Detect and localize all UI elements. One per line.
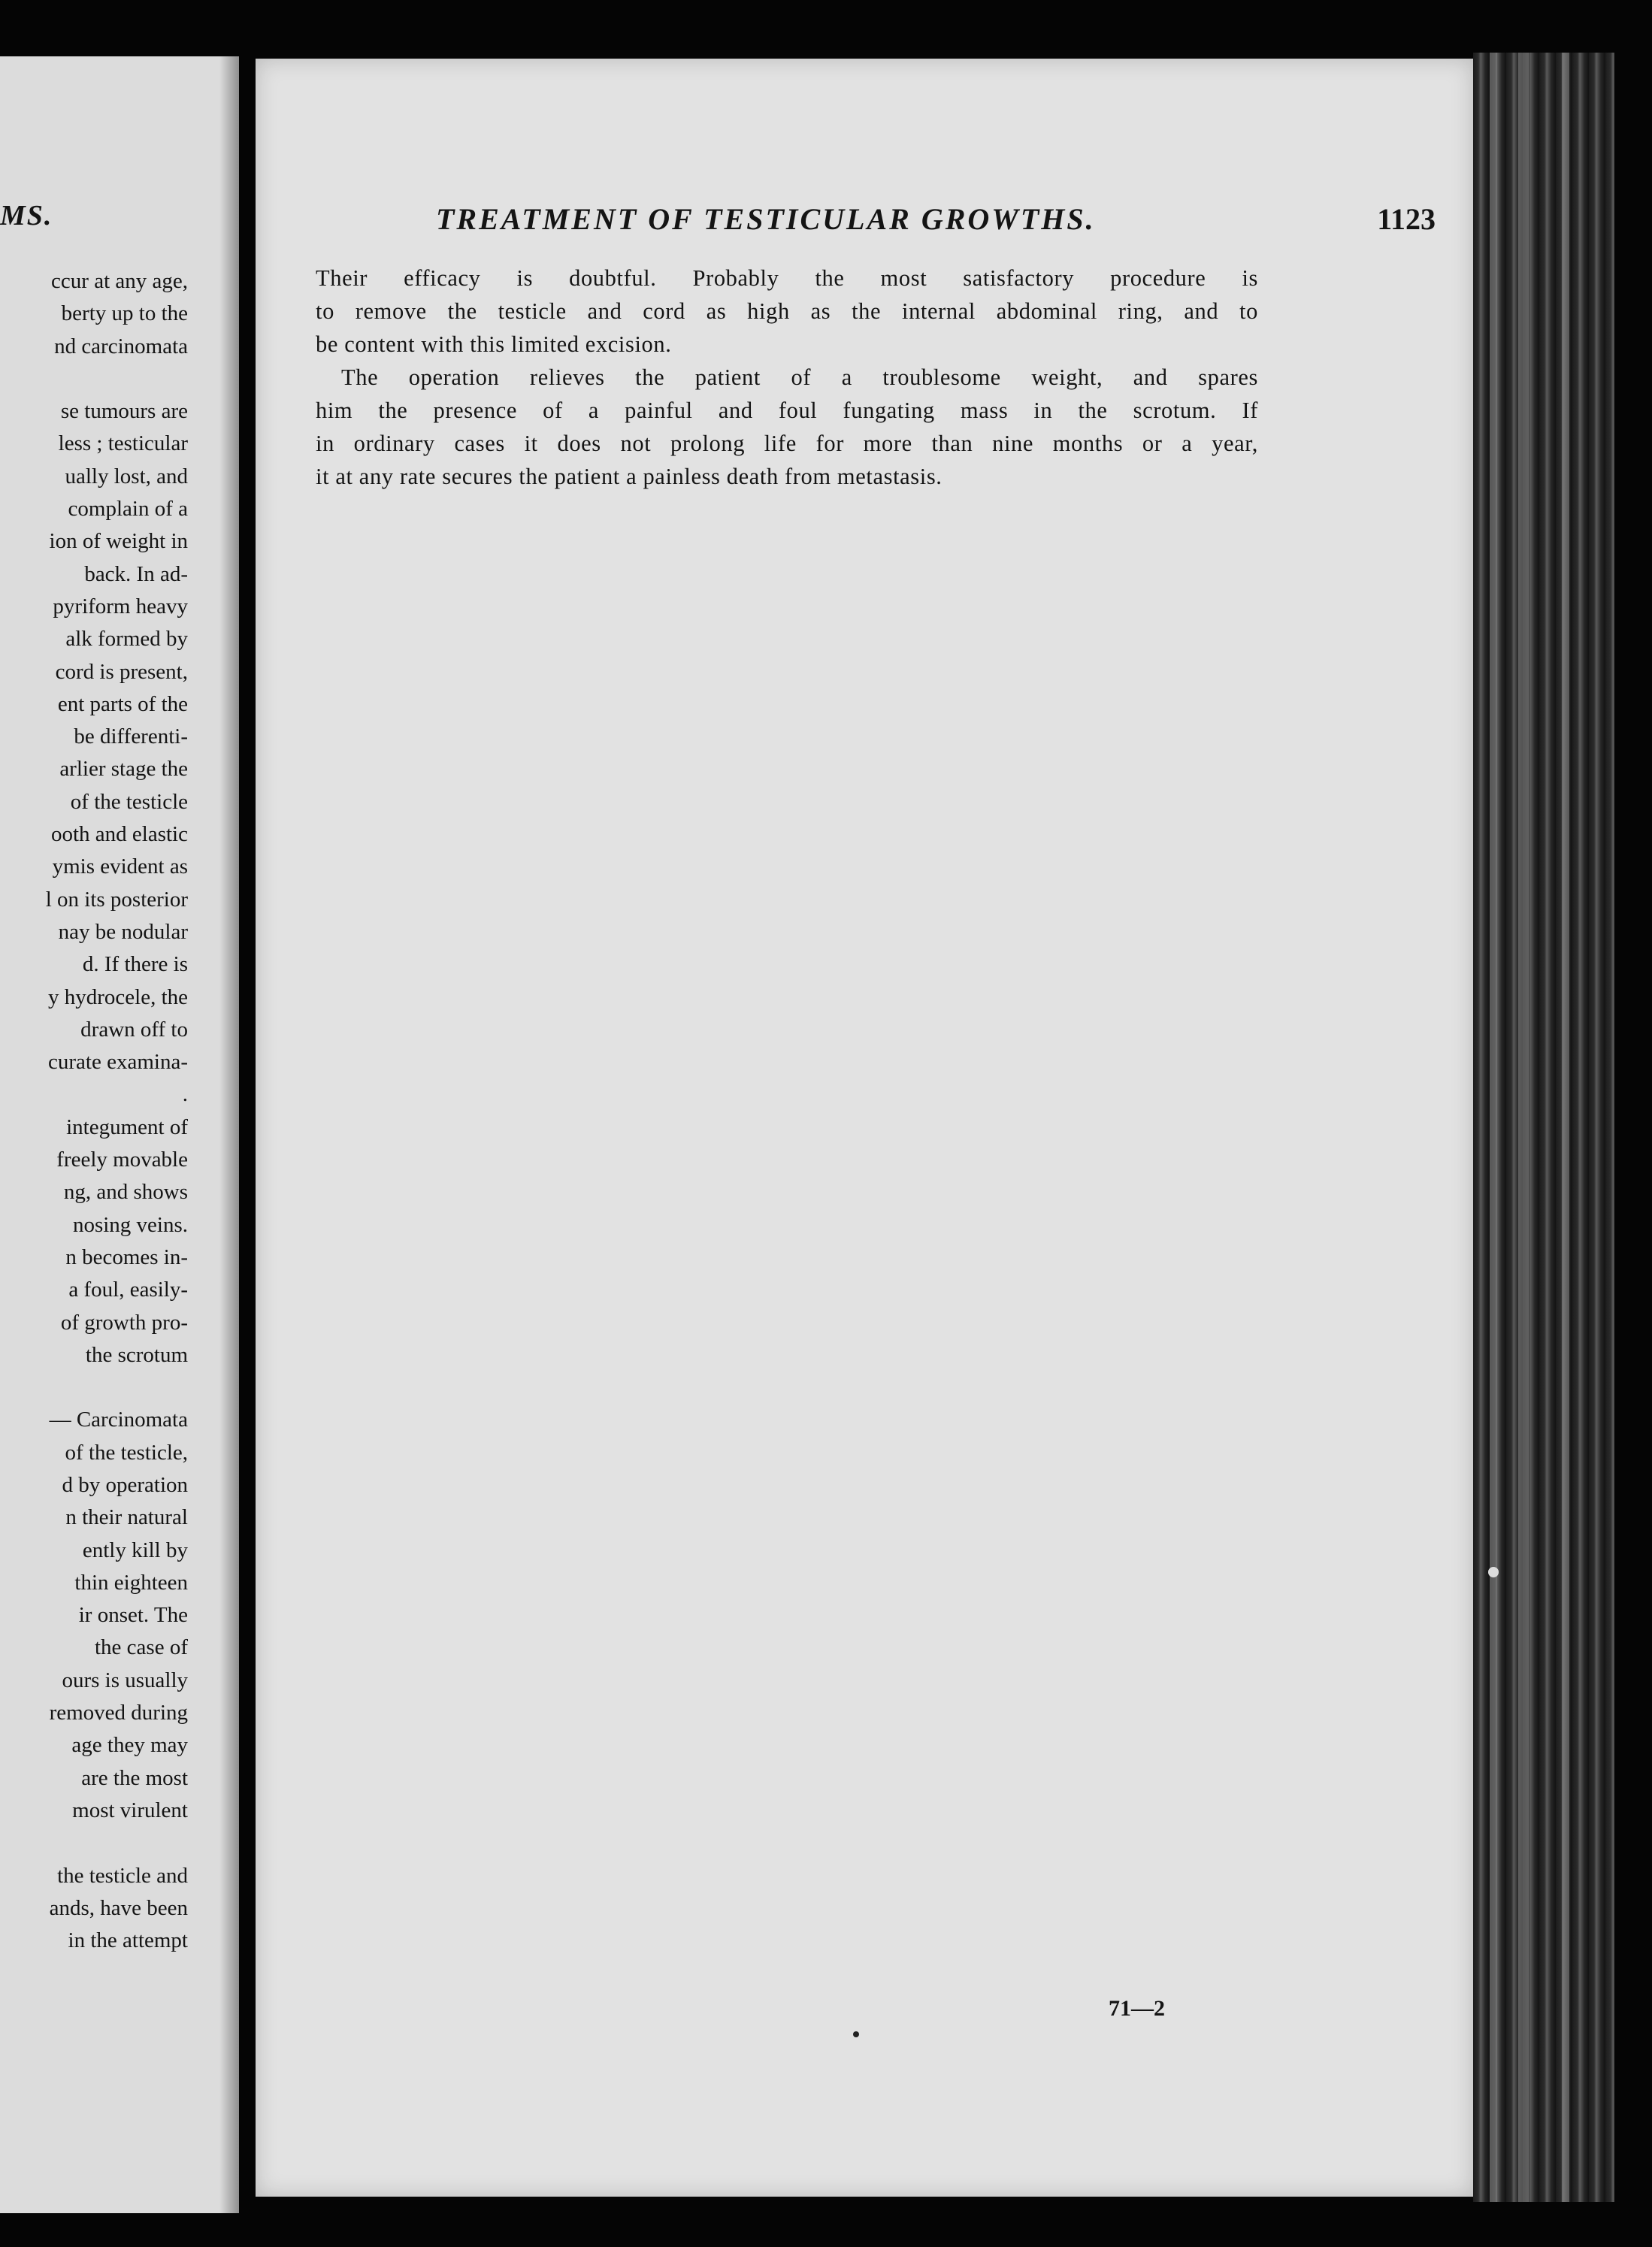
edge-band [1518, 53, 1529, 2202]
left-text-line: age they may [71, 1733, 188, 1758]
left-text-line: ours is usually [62, 1668, 188, 1692]
left-text-line: of growth pro- [60, 1310, 188, 1335]
left-running-head: MS. [0, 200, 53, 231]
text-line: be content with this limited excision. [316, 331, 672, 357]
left-text-line [0, 363, 188, 395]
left-text-line: be differenti- [74, 724, 188, 749]
left-text-line: — Carcinomata [49, 1408, 188, 1432]
left-text-line: ent parts of the [57, 691, 188, 716]
left-text-line: integument of [66, 1114, 188, 1139]
left-text-line: the scrotum [85, 1342, 188, 1367]
left-text-line: ccur at any age, [51, 269, 188, 293]
left-text-line: thin eighteen [74, 1570, 188, 1595]
left-text-line: cord is present, [55, 659, 188, 684]
left-text-line: of the testicle, [65, 1440, 188, 1465]
left-text-line [0, 1371, 188, 1404]
left-text-line: d. If there is [82, 952, 188, 977]
text-line: The operation relieves the patient of a troublesome weight, and spares [341, 364, 1258, 390]
left-text-line: ently kill by [82, 1538, 188, 1562]
left-text-line: d by operation [62, 1472, 188, 1497]
text-line: Their efficacy is doubtful. Probably the most satisfactory procedure is [316, 265, 1258, 291]
left-text-line: ir onset. The [78, 1603, 188, 1628]
left-text-line: complain of a [68, 497, 188, 522]
left-text-line: freely movable [56, 1148, 188, 1172]
left-text-line: nay be nodular [58, 919, 188, 944]
left-text-line: the testicle and [57, 1863, 188, 1888]
book-page-edges [1473, 53, 1614, 2202]
running-head [436, 201, 1436, 246]
page-number: 1123 [1377, 202, 1436, 236]
left-text-line: n becomes in- [65, 1244, 188, 1269]
running-head-title: TREATMENT OF TESTICULAR GROWTHS. [436, 202, 1096, 236]
left-text-line: back. In ad- [84, 561, 188, 586]
left-page [0, 56, 239, 2213]
left-text-line: alk formed by [65, 627, 188, 652]
text-line: him the presence of a painful and foul fungating mass in the scrotum. If [316, 398, 1258, 423]
left-text-line: se tumours are [60, 399, 188, 424]
left-page-text [0, 265, 188, 1957]
left-text-line: . [182, 1082, 188, 1107]
left-text-line: curate examina- [48, 1050, 188, 1075]
left-text-line: ands, have been [49, 1895, 188, 1920]
left-text-line: ion of weight in [49, 529, 188, 554]
left-text-line [0, 1827, 188, 1859]
left-text-line: nosing veins. [72, 1212, 188, 1237]
left-text-line: the case of [95, 1635, 188, 1660]
text-line: it at any rate secures the patient a painless death from metastasis. [316, 464, 942, 489]
left-text-line: ually lost, and [65, 464, 188, 488]
left-text-line: drawn off to [80, 1017, 188, 1042]
body-text [316, 262, 1258, 493]
left-text-line: removed during [49, 1701, 188, 1725]
left-text-line: in the attempt [68, 1928, 188, 1953]
right-page [256, 59, 1473, 2197]
left-text-line: arlier stage the [59, 757, 188, 782]
edge-band [1562, 53, 1569, 2202]
ink-speck [853, 2031, 859, 2037]
left-text-line: n their natural [65, 1505, 188, 1530]
left-text-line: most virulent [72, 1798, 188, 1822]
text-line: to remove the testicle and cord as high as the internal abdominal ring, and to [316, 298, 1258, 324]
left-text-line: less ; testicular [58, 431, 188, 456]
text-line: in ordinary cases it does not prolong life for more than nine months or a year, [316, 431, 1258, 456]
edge-mark [1488, 1567, 1499, 1577]
left-text-line: y hydrocele, the [47, 984, 188, 1009]
left-text-line: ymis evident as [52, 854, 188, 879]
edge-band [1490, 53, 1497, 2202]
gutter-shadow [219, 56, 239, 2213]
left-text-line: a foul, easily- [68, 1278, 188, 1302]
left-text-line: pyriform heavy [53, 594, 188, 618]
left-text-line: of the testicle [70, 789, 188, 814]
left-text-line: nd carcinomata [54, 334, 188, 358]
left-text-line: are the most [81, 1765, 188, 1790]
left-text-line: l on its posterior [45, 887, 188, 912]
left-text-line: ng, and shows [63, 1180, 188, 1205]
left-text-line: berty up to the [61, 301, 188, 326]
signature-mark: 71—2 [1109, 1996, 1165, 2021]
left-text-line: ooth and elastic [50, 822, 188, 847]
